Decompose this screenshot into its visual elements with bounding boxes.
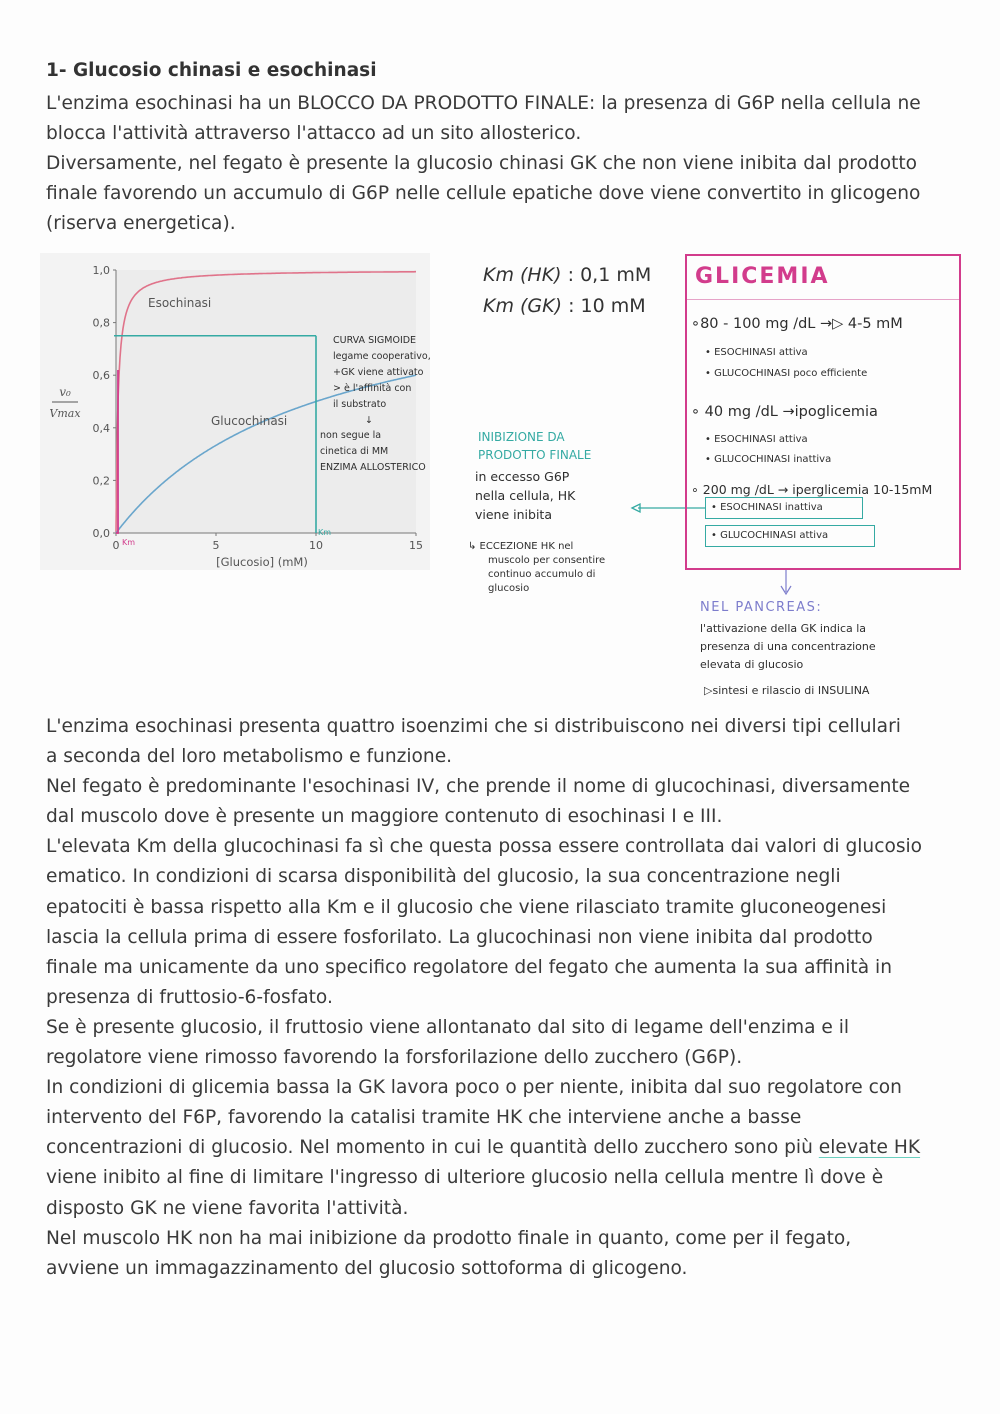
y-axis-ticks	[93, 264, 117, 540]
sigmoid-line: +GK viene attivato	[333, 367, 424, 378]
glicemia-row-hyper: ∘ 200 mg /dL → iperglicemia 10-15mM	[691, 482, 933, 497]
exception-line: ↳ ECCEZIONE HK nel	[468, 541, 574, 552]
intro-line: L'enzima esochinasi ha un BLOCCO DA PRODOTTO FINALE: la presenza di G6P nella cellula ne	[46, 93, 921, 114]
inhibition-title-line: INIBIZIONE DA	[478, 430, 565, 444]
series-label-esochinasi: Esochinasi	[148, 296, 212, 310]
y-tick-label: 0,4	[92, 421, 110, 435]
glicemia-box	[685, 254, 961, 570]
km-gk-marker-label: Km	[318, 528, 332, 537]
inhibition-body-line: in eccesso G6P	[475, 469, 570, 484]
body-line: finale ma unicamente da uno specifico regolatore del fegato che aumenta la sua affinità in	[46, 956, 892, 978]
allosteric-annotation	[320, 428, 426, 476]
body-line: disposto GK ne viene favorita l'attività.	[46, 1197, 409, 1219]
body-line: regolatore viene rimosso favorendo la forsforilazione dello zucchero (G6P).	[46, 1047, 743, 1069]
km-hk-label: Km (HK)	[483, 264, 562, 286]
sigmoid-annotation	[333, 333, 431, 429]
glicemia-sub: • ESOCHINASI attiva	[705, 434, 808, 445]
body-line: dal muscolo dove è presente un maggiore contenuto di esochinasi I e III.	[46, 806, 723, 828]
glicemia-divider	[687, 299, 959, 300]
km-gk-row	[483, 295, 651, 326]
inhibition-body	[475, 467, 575, 524]
glicemia-sub: • ESOCHINASI inattiva	[711, 502, 823, 513]
inhibition-body-line: viene inibita	[475, 507, 552, 522]
x-axis-ticks	[113, 533, 424, 552]
sigmoid-line: il substrato	[333, 399, 387, 410]
body-line: ematico. In condizioni di scarsa disponibilità del glucosio, la sua concentrazione negli	[46, 866, 841, 888]
inhibition-title-line: PRODOTTO FINALE	[478, 448, 592, 462]
pancreas-line: elevata di glucosio	[700, 658, 804, 671]
glicemia-row-normal: ∘80 - 100 mg /dL →▷ 4-5 mM	[691, 316, 903, 332]
pancreas-line: presenza di una concentrazione	[700, 640, 876, 653]
allosteric-line: cinetica di MM	[320, 446, 389, 457]
body-line: epatociti è bassa rispetto alla Km e il glucosio che viene rilasciato tramite gluconeogenesi	[46, 896, 887, 918]
glicemia-title: GLICEMIA	[695, 264, 830, 289]
exception-line: glucosio	[488, 583, 530, 594]
underlined-phrase: elevate HK	[818, 1137, 921, 1159]
x-axis-label: [Glucosio] (mM)	[216, 555, 308, 569]
glicemia-sub: • GLUCOCHINASI poco efficiente	[705, 368, 868, 379]
x-tick-label: 15	[409, 539, 423, 552]
pancreas-result: ▷sintesi e rilascio di INSULINA	[704, 684, 870, 697]
exception-line: continuo accumulo di	[488, 569, 596, 580]
inhibition-body-line: nella cellula, HK	[475, 488, 576, 503]
body-paragraph	[46, 712, 961, 1284]
intro-paragraph	[46, 89, 961, 239]
body-line: L'enzima esochinasi presenta quattro isoenzimi che si distribuiscono nei diversi tipi cellulari	[46, 716, 901, 737]
sigmoid-line: > è l'affinità con	[333, 383, 412, 394]
pancreas-title: NEL PANCREAS:	[700, 600, 823, 615]
glicemia-sub: • GLUCOCHINASI inattiva	[705, 454, 832, 465]
body-line: L'elevata Km della glucochinasi fa sì che questa possa essere controllata dai valori di glucosio	[46, 836, 923, 858]
exception-line: muscolo per consentire	[488, 555, 606, 566]
glicemia-row-hypo: ∘ 40 mg /dL →ipoglicemia	[691, 404, 878, 420]
km-hk-value: : 0,1 mM	[567, 264, 652, 286]
km-values	[483, 264, 651, 326]
km-gk-label: Km (GK)	[483, 295, 563, 317]
km-hk-marker-label: Km	[122, 538, 136, 547]
body-line: Nel muscolo HK non ha mai inibizione da prodotto finale in quanto, come per il fegato,	[46, 1227, 852, 1249]
intro-line: Diversamente, nel fegato è presente la glucosio chinasi GK che non viene inibita dal prodotto	[46, 153, 918, 175]
arrow-down-glyph: ↓	[365, 415, 373, 426]
pancreas-body	[700, 620, 876, 674]
intro-line: (riserva energetica).	[46, 213, 236, 235]
x-tick-label: 5	[212, 539, 220, 552]
inhibition-title	[478, 428, 591, 464]
body-line: avviene un immagazzinamento del glucosio sottoforma di glicogeno.	[46, 1257, 688, 1279]
body-line: presenza di fruttosio-6-fosfato.	[46, 986, 333, 1008]
y-tick-label: 1,0	[92, 264, 110, 277]
y-axis-label-denominator: Vmax	[49, 407, 81, 420]
sigmoid-line: CURVA SIGMOIDE	[333, 335, 417, 346]
y-tick-label: 0,6	[92, 369, 110, 383]
x-tick-label: 10	[309, 539, 323, 552]
body-line	[46, 1133, 961, 1163]
body-line-text: concentrazioni di glucosio. Nel momento in cui le quantità dello zucchero sono più	[46, 1137, 813, 1159]
intro-line: blocca l'attività attraverso l'attacco ad un sito allosterico.	[46, 123, 582, 145]
body-line: a seconda del loro metabolismo e funzione.	[46, 746, 453, 768]
x-tick-label: 0	[112, 539, 120, 552]
body-line: lascia la cellula prima di essere fosforilato. La glucochinasi non viene inibita dal prodotto	[46, 926, 873, 948]
intro-line: finale favorendo un accumulo di G6P nelle cellule epatiche dove viene convertito in glicogeno	[46, 183, 921, 205]
pancreas-line: l'attivazione della GK indica la	[700, 622, 867, 635]
allosteric-line: non segue la	[320, 430, 382, 441]
exception-note	[468, 540, 605, 596]
pancreas-arrow-icon	[778, 570, 794, 598]
body-line: In condizioni di glicemia bassa la GK lavora poco o per niente, inibita dal suo regolatore con	[46, 1077, 902, 1099]
glicemia-sub: • ESOCHINASI attiva	[705, 347, 808, 358]
body-line: viene inibito al fine di limitare l'ingresso di ulteriore glucosio nella cellula mentre lì dove è	[46, 1167, 884, 1189]
y-axis-label-numerator: v₀	[59, 385, 71, 399]
km-hk-row	[483, 264, 651, 295]
km-gk-value: : 10 mM	[568, 295, 646, 317]
section-heading: 1- Glucosio chinasi e esochinasi	[46, 60, 377, 81]
allosteric-line: ENZIMA ALLOSTERICO	[320, 462, 426, 473]
y-tick-label: 0,0	[92, 527, 110, 540]
y-tick-label: 0,2	[92, 474, 110, 488]
body-line: Nel fegato è predominante l'esochinasi IV, che prende il nome di glucochinasi, diversamente	[46, 776, 911, 798]
glicemia-sub: • GLUCOCHINASI attiva	[711, 530, 829, 541]
body-line: intervento del F6P, favorendo la catalisi tramite HK che interviene anche a basse	[46, 1107, 802, 1129]
series-label-glucochinasi: Glucochinasi	[211, 414, 288, 428]
sigmoid-line: legame cooperativo,	[333, 351, 431, 362]
body-line: Se è presente glucosio, il fruttosio viene allontanato dal sito di legame dell'enzima e il	[46, 1016, 850, 1038]
y-tick-label: 0,8	[92, 316, 110, 330]
